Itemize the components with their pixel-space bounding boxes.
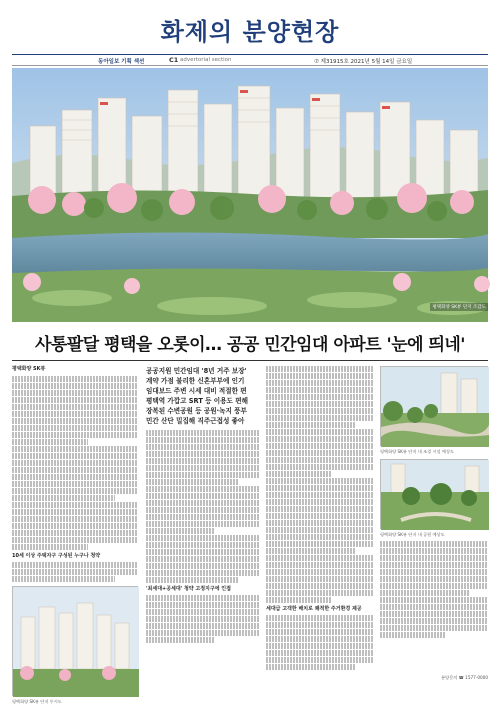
park-illustration: [381, 460, 489, 530]
hero-caption: 평택화양 SK뷰 단지 조감도: [432, 305, 486, 310]
headline-rule: [12, 360, 488, 361]
column-3: [266, 366, 374, 686]
figure-1: [12, 586, 138, 696]
apartment-complex-illustration: [12, 68, 488, 322]
section-label: advertorial section: [180, 57, 232, 63]
column-2: [146, 366, 260, 686]
byline: 평택화양 SK뷰: [12, 366, 46, 372]
figure-1-caption: 평택화양 SK뷰 단지 투시도: [12, 699, 62, 704]
masthead-rule: [12, 54, 488, 55]
section-title: 화제의 분양현장: [160, 18, 340, 46]
figure-3-caption: 평택화양 SK뷰 단지 내 공원 예상도: [380, 532, 445, 537]
paper-name: 동아일보 기획 섹션: [98, 59, 145, 65]
deck-line: 계약 가점 불리한 신혼부부에 인기: [146, 377, 245, 385]
deck-line: 장복된 수변공원 등 공원·녹지 풍부: [146, 407, 247, 415]
subhead-3: 세대급 고객한 배치로 쾌적한 주거환경 제공: [266, 606, 362, 612]
article-headline: 사통팔달 평택을 오롯이… 공공 민간임대 아파트 '눈에 띄네': [34, 335, 466, 355]
subhead-1: 10세 이상 주택자구 구성된 누구나 청약: [12, 553, 101, 559]
masthead: [0, 0, 500, 66]
figure-2-caption: 평택화양 SK뷰 단지 내 조경 시설 예상도: [380, 449, 455, 454]
issue-info: ⑦ 제31915호 2021년 5월 14일 금요일: [314, 59, 413, 65]
figure-3: [380, 459, 488, 529]
subhead-2: '최세대+공세대' 청약 고정지구에 인접: [146, 586, 231, 592]
deck-line: 공공지원 민간임대 '8년 거주 보장': [146, 367, 247, 375]
column-1: [12, 366, 138, 704]
column-4: [380, 366, 488, 686]
figure-2: [380, 366, 488, 446]
footer-note: 분양문의 ☎ 1577-0000: [441, 675, 488, 680]
hero-rendering: [12, 68, 488, 322]
landscape-illustration: [381, 367, 489, 447]
complex-perspective-illustration: [13, 587, 139, 697]
deck-line: 임대보드 주변 시세 대비 적절한 편: [146, 387, 247, 395]
masthead-bottom-rule: [12, 65, 488, 66]
deck: [146, 366, 260, 426]
deck-line: 민간 산단 밀집해 직주근접성 좋아: [146, 417, 245, 425]
deck-line: 평택역 가깝고 SRT 등 이용도 편해: [146, 397, 248, 405]
section-number: C1: [169, 56, 179, 64]
